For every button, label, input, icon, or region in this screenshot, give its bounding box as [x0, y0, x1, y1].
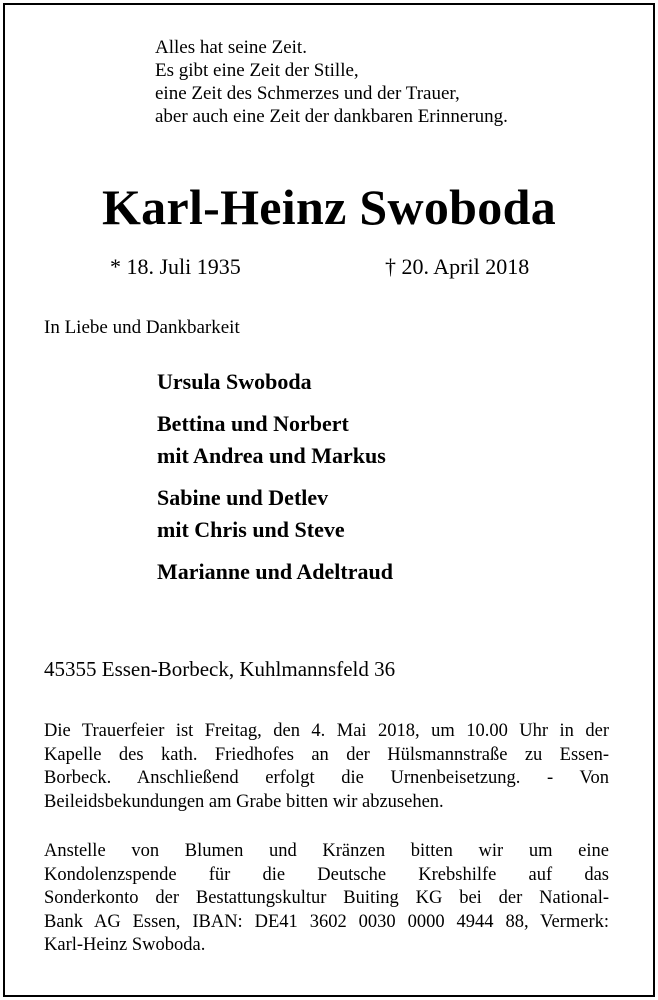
notice-line: Beileidsbekundungen am Grabe bitten wir abzusehen. [44, 791, 444, 812]
notice-line: Borbeck. Anschließend erfolgt die Urnenbeisetzung. - Von [44, 768, 609, 788]
mourner-line: mit Chris und Steve [157, 517, 345, 542]
mourner-group [157, 556, 393, 588]
deceased-name: Karl-Heinz Swoboda [101, 179, 557, 235]
mourner-line: Sabine und Detlev [157, 485, 329, 510]
notice-line: Anstelle von Blumen und Kränzen bitten wir um eine [44, 841, 609, 861]
mourner-line: Ursula Swoboda [157, 369, 312, 394]
mourner-group [157, 408, 393, 472]
family-address: 45355 Essen-Borbeck, Kuhlmannsfeld 36 [44, 657, 396, 681]
dedication-text: In Liebe und Dankbarkeit [44, 317, 240, 338]
notice-line: Bank AG Essen, IBAN: DE41 3602 0030 0000 4944 88, Vermerk: [44, 911, 609, 932]
poem-line: Es gibt eine Zeit der Stille, [155, 60, 359, 81]
poem-line: aber auch eine Zeit der dankbaren Erinnerung. [155, 106, 508, 127]
notice-line: Kapelle des kath. Friedhofes an der Hülsmannstraße zu Essen- [44, 744, 609, 765]
mourner-group [157, 482, 393, 546]
death-date: † 20. April 2018 [385, 254, 530, 279]
mourner-line: mit Andrea und Markus [157, 443, 386, 468]
mourner-line: Marianne und Adeltraud [157, 559, 393, 584]
birth-date: * 18. Juli 1935 [110, 254, 241, 279]
mourners-list [157, 366, 393, 598]
mourner-line: Bettina und Norbert [157, 411, 349, 436]
funeral-notice [44, 720, 609, 814]
notice-line: Karl-Heinz Swoboda. [44, 935, 206, 955]
notice-line: Die Trauerfeier ist Freitag, den 4. Mai 2018, um 10.00 Uhr in der [44, 721, 609, 741]
notice-line: Kondolenzspende für die Deutsche Krebshilfe auf das [44, 864, 609, 885]
poem-line: eine Zeit des Schmerzes und der Trauer, [155, 83, 460, 104]
mourner-group [157, 366, 393, 398]
notice-line: Sonderkonto der Bestattungskultur Buiting KG bei der National- [44, 888, 609, 908]
poem-line: Alles hat seine Zeit. [155, 37, 307, 58]
donation-notice [44, 840, 609, 958]
memorial-poem [155, 36, 508, 128]
